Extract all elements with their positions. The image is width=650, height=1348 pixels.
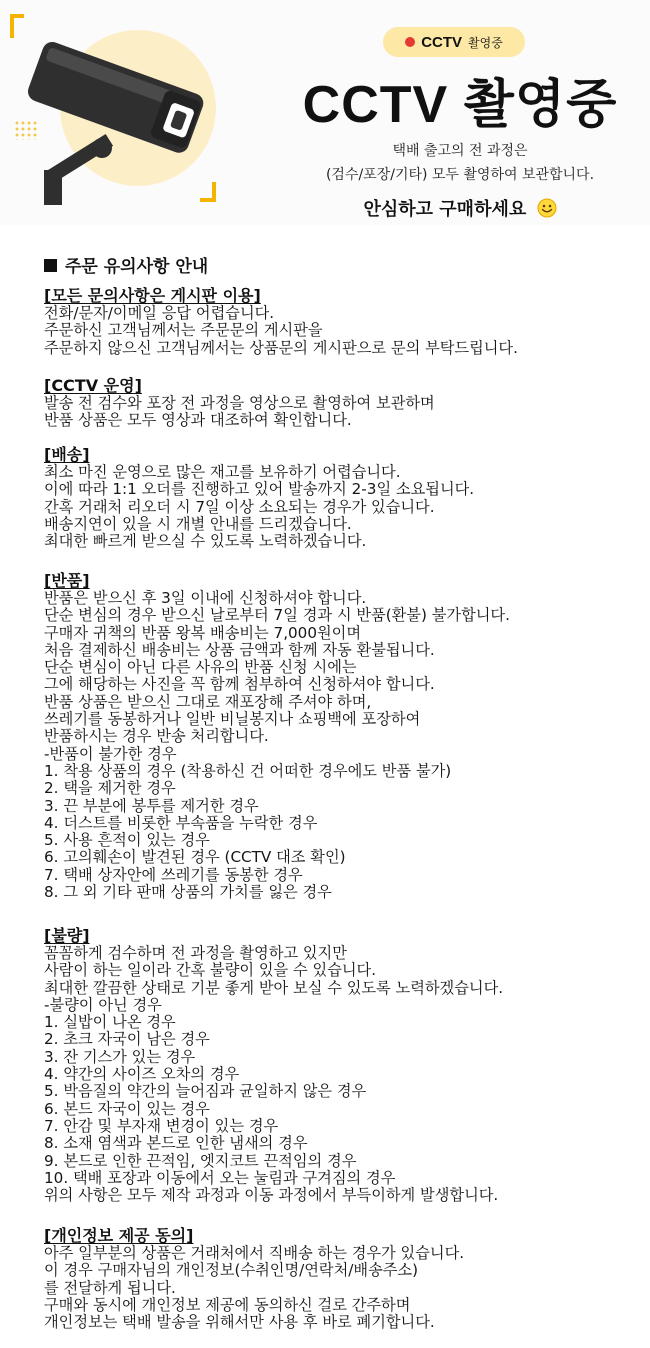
section-line: 2. 택을 제거한 경우 <box>44 779 176 798</box>
section-line: 반품 상품은 받으신 그대로 재포장해 주셔야 하며, <box>44 692 372 711</box>
section-line: 단순 변심의 경우 받으신 날로부터 7일 경과 시 반품(환불) 불가합니다. <box>44 606 510 625</box>
section-heading: [모든 문의사항은 게시판 이용] <box>44 286 261 305</box>
section-line: 단순 변심이 아닌 다른 사유의 반품 신청 시에는 <box>44 658 357 677</box>
section-heading: [반품] <box>44 571 90 590</box>
section-line: 사람이 하는 일이라 간혹 불량이 있을 수 있습니다. <box>44 961 377 980</box>
section-line: 최대한 빠르게 받으실 수 있도록 노력하겠습니다. <box>44 532 367 551</box>
section-line: 꼼꼼하게 검수하며 전 과정을 촬영하고 있지만 <box>44 944 347 962</box>
section-line: 5. 박음질의 약간의 늘어짐과 균일하지 않은 경우 <box>44 1082 367 1101</box>
section-cctv <box>44 377 644 430</box>
section-line: 처음 결제하신 배송비는 상품 금액과 함께 자동 환불됩니다. <box>44 640 435 659</box>
section-line: -반품이 불가한 경우 <box>44 744 177 763</box>
section-line: 주문하신 고객님께서는 주문문의 게시판을 <box>44 321 323 340</box>
section-line: 반품하시는 경우 반송 처리합니다. <box>44 727 269 746</box>
section-heading: [배송] <box>44 445 90 464</box>
section-line: 이에 따라 1:1 오더를 진행하고 있어 발송까지 2-3일 소요됩니다. <box>44 480 475 499</box>
section-inquiry <box>44 287 644 357</box>
section-line: 전화/문자/이메일 응답 어렵습니다. <box>44 304 275 322</box>
section-line: 6. 본드 자국이 있는 경우 <box>44 1099 210 1118</box>
section-line: 위의 사항은 모두 제작 과정과 이동 과정에서 부득이하게 발생합니다. <box>44 1186 499 1205</box>
cctv-camera-icon <box>20 20 220 205</box>
section-line: 최대한 깔끔한 상태로 기분 좋게 받아 보실 수 있도록 노력하겠습니다. <box>44 978 504 997</box>
section-line: 를 전달하게 됩니다. <box>44 1278 176 1297</box>
section-line: 1. 실밥이 나온 경우 <box>44 1013 176 1032</box>
black-square-icon <box>44 259 57 272</box>
section-lines <box>44 305 644 357</box>
section-heading: [개인정보 제공 동의] <box>44 1226 194 1245</box>
section-lines <box>44 945 644 1204</box>
red-dot-icon <box>405 37 415 47</box>
hero-banner <box>0 0 650 225</box>
section-line: 3. 잔 기스가 있는 경우 <box>44 1047 196 1066</box>
badge-suffix: 촬영중 <box>468 35 503 50</box>
section-line: 배송지연이 있을 시 개별 안내를 드리겠습니다. <box>44 514 352 533</box>
section-defect <box>44 927 644 1204</box>
section-line: 쓰레기를 동봉하거나 일반 비닐봉지나 쇼핑백에 포장하여 <box>44 710 421 729</box>
hero-cta <box>270 195 650 221</box>
section-line: 이 경우 구매자님의 개인정보(수취인명/연락처/배송주소) <box>44 1261 419 1280</box>
section-line: 7. 안감 및 부자재 변경이 있는 경우 <box>44 1116 279 1135</box>
section-line: 아주 일부분의 상품은 거래처에서 직배송 하는 경우가 있습니다. <box>44 1244 465 1262</box>
section-line: 개인정보는 택배 발송을 위해서만 사용 후 바로 폐기합니다. <box>44 1313 435 1332</box>
section-lines <box>44 1245 644 1331</box>
notice-title-text: 주문 유의사항 안내 <box>65 257 209 277</box>
section-line: -불량이 아닌 경우 <box>44 995 162 1014</box>
section-line: 발송 전 검수와 포장 전 과정을 영상으로 촬영하여 보관하며 <box>44 394 435 412</box>
section-line: 1. 착용 상품의 경우 (착용하신 건 어떠한 경우에도 반품 불가) <box>44 761 452 780</box>
section-line: 7. 택배 상자안에 쓰레기를 동봉한 경우 <box>44 865 303 884</box>
recording-badge <box>383 27 525 57</box>
section-shipping <box>44 446 644 550</box>
section-line: 최소 마진 운영으로 많은 재고를 보유하기 어렵습니다. <box>44 463 401 481</box>
section-line: 주문하지 않으신 고객님께서는 상품문의 게시판으로 문의 부탁드립니다. <box>44 338 518 357</box>
smiley-icon <box>537 198 557 218</box>
hero-subtitle-line2: (검수/포장/기타) 모두 촬영하여 보관합니다. <box>325 167 595 183</box>
hero-cta-text: 안심하고 구매하세요 <box>363 199 527 220</box>
section-line: 6. 고의훼손이 발견된 경우 (CCTV 대조 확인) <box>44 848 346 867</box>
hero-subtitle-line1: 택배 출고의 전 과정은 <box>392 143 528 159</box>
section-heading: [불량] <box>44 926 90 945</box>
section-line: 그에 해당하는 사진을 꼭 함께 첨부하여 신청하셔야 합니다. <box>44 675 435 694</box>
section-lines <box>44 590 644 901</box>
section-line: 10. 택배 포장과 이동에서 오는 눌림과 구겨짐의 경우 <box>44 1168 396 1187</box>
section-line: 4. 더스트를 비롯한 부속품을 누락한 경우 <box>44 813 318 832</box>
section-privacy <box>44 1227 644 1331</box>
section-line: 구매와 동시에 개인정보 제공에 동의하신 걸로 간주하며 <box>44 1295 411 1314</box>
section-return <box>44 572 644 901</box>
section-line: 3. 끈 부분에 봉투를 제거한 경우 <box>44 796 259 815</box>
section-line: 구매자 귀책의 반품 왕복 배송비는 7,000원이며 <box>44 623 362 642</box>
section-line: 반품 상품은 모두 영상과 대조하여 확인합니다. <box>44 411 352 430</box>
section-line: 2. 초크 자국이 남은 경우 <box>44 1030 210 1049</box>
section-line: 9. 본드로 인한 끈적임, 엣지코트 끈적임의 경우 <box>44 1151 357 1170</box>
section-line: 반품은 받으신 후 3일 이내에 신청하셔야 합니다. <box>44 589 367 607</box>
badge-label: CCTV <box>421 33 463 51</box>
section-line: 8. 그 외 기타 판매 상품의 가치를 잃은 경우 <box>44 883 332 902</box>
section-line: 5. 사용 흔적이 있는 경우 <box>44 831 210 850</box>
section-heading: [CCTV 운영] <box>44 376 142 395</box>
section-line: 4. 약간의 사이즈 오차의 경우 <box>44 1065 240 1084</box>
page-title: CCTV 촬영중 <box>302 76 618 134</box>
section-lines <box>44 464 644 550</box>
section-line: 8. 소재 염색과 본드로 인한 냄새의 경우 <box>44 1134 308 1153</box>
notice-title <box>44 252 208 277</box>
section-line: 간혹 거래처 리오더 시 7일 이상 소요되는 경우가 있습니다. <box>44 497 435 516</box>
section-lines <box>44 395 644 430</box>
